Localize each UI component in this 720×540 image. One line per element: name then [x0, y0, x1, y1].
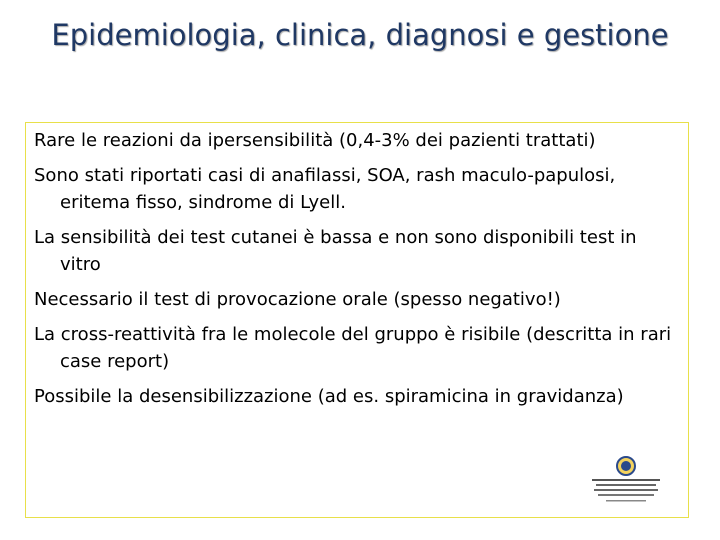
content-box: [25, 122, 689, 518]
bullet-item: Necessario il test di provocazione orale (spesso negativo!): [34, 289, 561, 310]
bullet-list: [34, 127, 680, 410]
bullet-item: Possibile la desensibilizzazione (ad es. spiramicina in gravidanza): [34, 386, 624, 407]
bullet-item: La cross-reattività fra le molecole del gruppo è risibile (descritta in rari case report): [34, 324, 672, 372]
bullet-item: Sono stati riportati casi di anafilassi, SOA, rash maculo-papulosi, eritema fisso, sindrome di Lyell.: [34, 165, 616, 213]
slide-title: Epidemiologia, clinica, diagnosi e gestione: [51, 18, 669, 52]
bullet-item: Rare le reazioni da ipersensibilità (0,4-3% dei pazienti trattati): [34, 130, 596, 151]
society-seal-logo-icon: [586, 455, 666, 505]
bullet-item: La sensibilità dei test cutanei è bassa e non sono disponibili test in vitro: [34, 227, 637, 275]
